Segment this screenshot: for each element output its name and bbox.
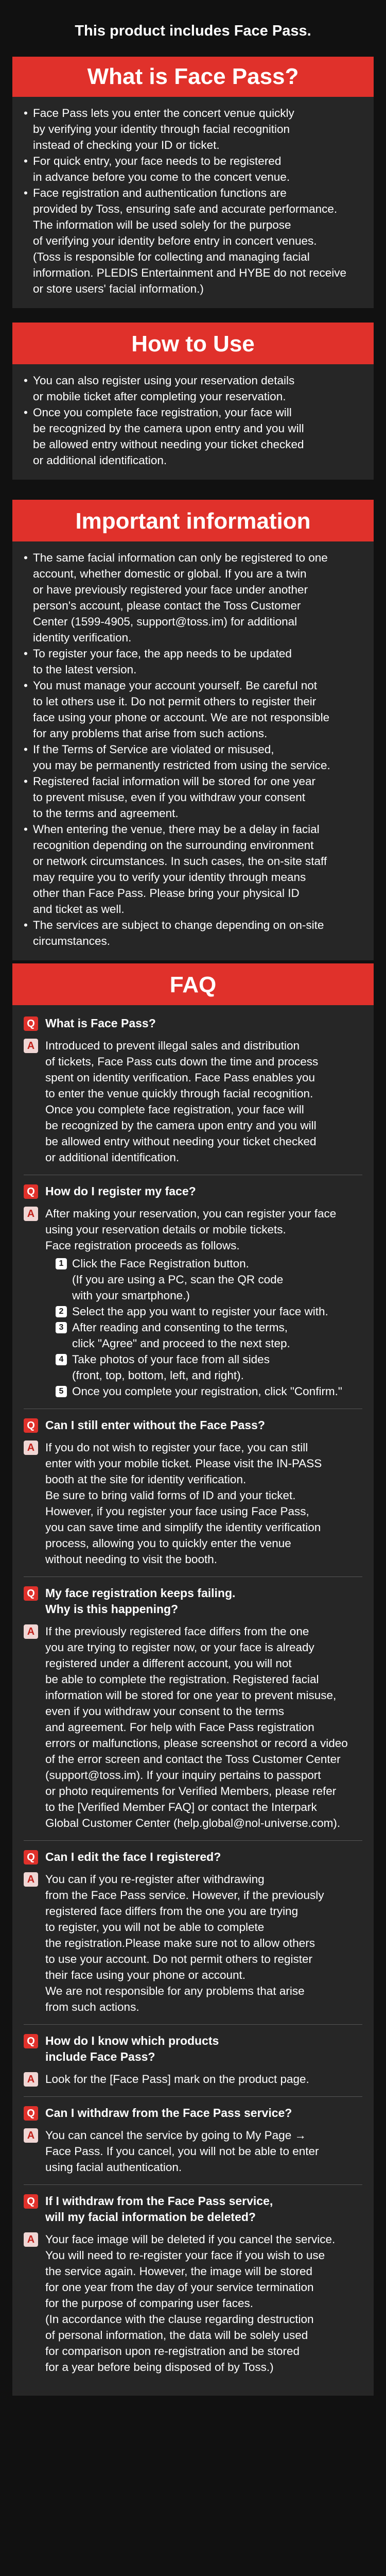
faq-question: What is Face Pass? (45, 1016, 156, 1030)
step-item (45, 1383, 342, 1399)
faq-answer: Look for the [Face Pass] mark on the product page. (45, 2073, 309, 2086)
bullet-item: • Registered facial information will be stored for one year to prevent misuse, even if you withdraw your consent to the terms and agreement. (24, 773, 362, 821)
bullet-item: • Face registration and authentication functions are provided by Toss, ensuring safe and accurate performance. The information will be used solely for the purpose of verifying your identity before entry in concert venues. (Toss is responsible for collecting and managing facial information. PLEDIS Entertainment and HYBE do not receive or store users' facial information.) (24, 185, 362, 297)
step-text: Once you complete your registration, click "Confirm." (72, 1385, 342, 1398)
bullet-item: • For quick entry, your face needs to be registered in advance before you come to the concert venue. (24, 153, 362, 185)
bullet-item: • The same facial information can only be registered to one account, whether domestic or global. If you are a twin or have previously registered your face under another person's account, please contact the Toss Customer Center (1599-4905, support@toss.im) for additional identity verification. (24, 550, 362, 646)
faq-item (24, 2097, 362, 2185)
step-item (45, 1319, 342, 1351)
question-badge: Q (24, 2106, 38, 2121)
faq-question: How do I know which products include Face Pass? (45, 2034, 219, 2063)
step-number: 2 (56, 1306, 67, 1317)
faq-answer: If the previously registered face differs from the one you are trying to register now, or your face is already registered under a different account, you will not be able to complete the registration. Registered facial information will be stored for one year to prevent misuse, even if you withdraw your consent to the terms and agreement. For help with Face Pass registration errors or malfunctions, please screenshot or record a video of the error screen and contact the Toss Customer Center (support@toss.im). If your inquiry pertains to passport or photo requirements for Verified Members, please refer to the [Verified Member FAQ] or contact the Interpark Global Customer Center (help.global@nol-universe.com). (45, 1625, 348, 1829)
faq-item (24, 2185, 362, 2384)
question-badge: Q (24, 1016, 38, 1031)
faq-answer: Your face image will be deleted if you cancel the service. You will need to re-register your face if you wish to use the service again. However, the image will be stored for one year from the day of your service termination for the purpose of comparing user faces. (In accordance with the clause regarding destruction of personal information, the data will be solely used for comparison upon re-registration and be stored for a year before being disposed of by Toss.) (45, 2233, 336, 2374)
bullet-item: • Once you complete face registration, your face will be recognized by the camera upon entry and you will be allowed entry without needing your ticket checked or additional identification. (24, 404, 362, 468)
step-number: 4 (56, 1354, 67, 1365)
answer-badge: A (24, 2072, 38, 2087)
faq-item (24, 1841, 362, 2025)
faq-question: Can I still enter without the Face Pass? (45, 1418, 265, 1432)
step-number: 5 (56, 1386, 67, 1397)
answer-badge: A (24, 1039, 38, 1053)
question-badge: Q (24, 1586, 38, 1601)
faq-answer: If you do not wish to register your face, you can still enter with your mobile ticket. Please visit the IN-PASS booth at the site for identity verification. Be sure to bring valid forms of ID and your ticket. However, if you register your face using Face Pass, you can save time and simplify the identity verification process, allowing you to quickly enter the venue without needing to visit the booth. (45, 1441, 322, 1566)
step-item (45, 1351, 342, 1383)
faq-answer: Introduced to prevent illegal sales and distribution of tickets, Face Pass cuts down the time and process spent on identity verification. Face Pass enables you to enter the venue quickly through facial recognition. Once you complete face registration, your face will be recognized by the camera upon entry and you will be allowed entry without needing your ticket checked or additional identification. (45, 1039, 319, 1164)
faq-answer: You can cancel the service by going to My Page → Face Pass. If you cancel, you will not be able to enter using facial authentication. (45, 2129, 319, 2174)
section-title: Important information (12, 501, 374, 541)
step-text: Select the app you want to register your face with. (72, 1305, 328, 1318)
faq-question: If I withdraw from the Face Pass service, will my facial information be deleted? (45, 2194, 273, 2224)
faq-question: Can I edit the face I registered? (45, 1850, 221, 1863)
faq-list (12, 1005, 374, 2396)
faq-item (24, 1577, 362, 1841)
bullet-item: • If the Terms of Service are violated or misused, you may be permanently restricted from using the service. (24, 741, 362, 773)
section-title: FAQ (12, 965, 374, 1005)
step-text: After reading and consenting to the terms, click "Agree" and proceed to the next step. (72, 1321, 290, 1350)
face-pass-banner: This product includes Face Pass. (75, 23, 311, 39)
faq-item (24, 2025, 362, 2097)
section-what-is-face-pass (12, 57, 374, 308)
section-title: How to Use (12, 324, 374, 364)
step-item (45, 1303, 342, 1319)
section-important-information (12, 500, 374, 960)
answer-badge: A (24, 1872, 38, 1887)
step-text: Click the Face Registration button. (If you are using a PC, scan the QR code with your smartphone.) (72, 1257, 284, 1302)
step-item (45, 1256, 342, 1303)
section-faq (12, 963, 374, 2396)
section-title: What is Face Pass? (12, 57, 374, 97)
question-badge: Q (24, 1418, 38, 1433)
faq-item (24, 1409, 362, 1577)
step-number: 3 (56, 1322, 67, 1333)
bullet-item: • You can also register using your reservation details or mobile ticket after completing your reservation. (24, 372, 362, 404)
answer-badge: A (24, 2232, 38, 2247)
question-badge: Q (24, 1850, 38, 1865)
section-body (12, 364, 374, 480)
answer-badge: A (24, 2128, 38, 2143)
faq-question: How do I register my face? (45, 1184, 196, 1198)
question-badge: Q (24, 2194, 38, 2209)
registration-steps (45, 1256, 342, 1399)
answer-badge: A (24, 1440, 38, 1455)
bullet-item: • You must manage your account yourself. Be careful not to let others use it. Do not permit others to register their face using your phone or account. We are not responsible for any problems that arise from such actions. (24, 677, 362, 741)
question-badge: Q (24, 1184, 38, 1199)
section-body (12, 97, 374, 308)
faq-item (24, 1007, 362, 1175)
answer-badge: A (24, 1624, 38, 1639)
step-text: Take photos of your face from all sides (front, top, bottom, left, and right). (72, 1353, 270, 1382)
faq-answer: After making your reservation, you can register your face using your reservation details or mobile tickets. Face registration proceeds as follows. (45, 1207, 337, 1252)
bullet-item: • To register your face, the app needs to be updated to the latest version. (24, 646, 362, 677)
faq-item (24, 1175, 362, 1409)
bullet-item: • The services are subject to change depending on on-site circumstances. (24, 917, 362, 949)
answer-badge: A (24, 1207, 38, 1221)
section-how-to-use (12, 323, 374, 480)
faq-question: My face registration keeps failing. Why is this happening? (45, 1586, 236, 1616)
bullet-item: • When entering the venue, there may be a delay in facial recognition depending on the surrounding environment or network circumstances. In such cases, the on-site staff may require you to verify your identity through means other than Face Pass. Please bring your physical ID and ticket as well. (24, 821, 362, 917)
faq-question: Can I withdraw from the Face Pass service? (45, 2106, 292, 2120)
bullet-item: • Face Pass lets you enter the concert venue quickly by verifying your identity through facial recognition instead of checking your ID or ticket. (24, 105, 362, 153)
question-badge: Q (24, 2034, 38, 2048)
section-body (12, 541, 374, 960)
faq-answer: You can if you re-register after withdrawing from the Face Pass service. However, if the previously registered face differs from the one you are trying to register, you will not be able to complete the registration.Please make sure not to allow others to use your account. Do not permit others to register their face using your phone or account. We are not responsible for any problems that arise from such actions. (45, 1873, 324, 2013)
step-number: 1 (56, 1258, 67, 1269)
